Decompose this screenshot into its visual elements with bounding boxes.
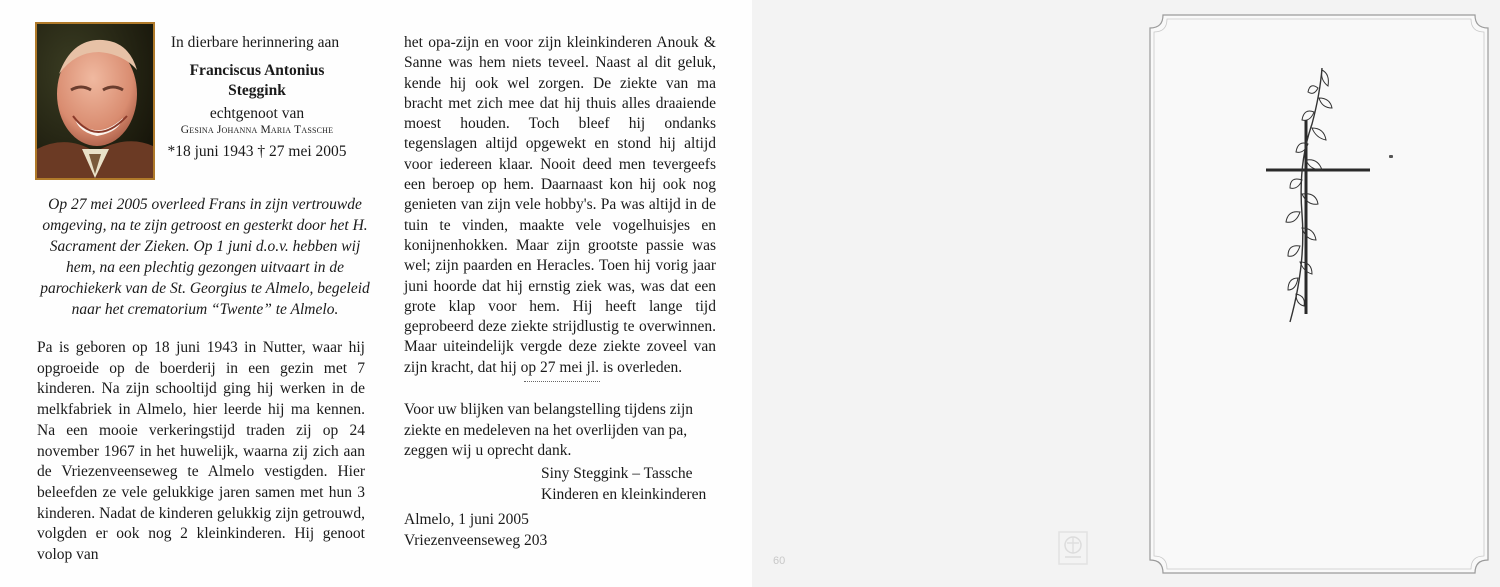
spouse-name: Gesina Johanna Maria Tassche [180,124,334,136]
portrait-photo-image [37,24,153,178]
printer-logo-icon [1058,531,1088,565]
deceased-name-line2: Steggink [228,82,286,99]
thanks-message [404,400,722,462]
death-announcement [40,194,370,320]
memorial-header [157,32,357,162]
place-and-address [404,510,644,551]
print-speck [1389,155,1393,158]
life-story-part2-text: het opa-zijn en voor zijn kleinkinderen Anouk & Sanne was hem niets teveel. Naast al dit geluk, kende hij ook wel zorgen. De ziekte van ma bracht met zich mee dat hij thuis alles draaiende moest houden. Toch bleef hij ondanks tegenslagen altijd opgewekt en stond hij altijd voor iedereen klaar. Nooit deed men tevergeefs een beroep op hem. Daarnaast kon hij ook nog genieten van zijn vele hobby's. Pa was altijd in de tuin te vinden, maakte vele vogelhuisjes en konijnenhokken. Maar zijn grootste passie was wel; zijn paarden en Heracles. Toen hij vorig jaar juni hoorde dat hij ernstig ziek was, was dat een grote klap voor hem. Hij heeft lange tijd geprobeerd deze ziekte strijdlustig te overwinnen. Maar uiteindelijk vergde deze ziekte zoveel van zijn kracht, dat hij op 27 mei jl. is overleden. [404,34,716,376]
spouse-label: echtgenoot van [209,105,305,122]
portrait-photo [35,22,155,180]
cross-with-olive-branch-icon [1262,64,1372,326]
deceased-name [157,61,357,101]
signature-line1: Siny Steggink – Tassche [541,465,693,482]
family-signature [541,464,731,505]
memorial-intro: In dierbare herinnering aan [170,34,340,51]
life-dates: *18 juni 1943 † 27 mei 2005 [167,143,347,160]
death-announcement-text: Op 27 mei 2005 overleed Frans in zijn vertrouwde omgeving, na te zijn getroost en gesterkt door het H. Sacrament der Zieken. Op 1 juni d.o.v. hebben wij hem, na een plechtig gezongen uitvaart in de parochiekerk van de St. Georgius te Almelo, begeleid naar het crematorium “Twente” te Almelo. [40,196,370,318]
life-story-part1 [37,338,365,566]
section-divider [524,381,600,382]
page-number: 60 [773,555,786,567]
signature-line2: Kinderen en kleinkinderen [541,485,707,503]
deceased-name-line1: Franciscus Antonius [189,62,325,79]
life-story-part2 [404,33,716,378]
address-line: Vriezenveenseweg 203 [404,531,548,549]
thanks-message-text: Voor uw blijken van belangstelling tijdens zijn ziekte en medeleven na het overlijden van pa, zeggen wij u oprecht dank. [404,401,694,459]
place-date-line: Almelo, 1 juni 2005 [404,511,529,528]
life-story-part1-text: Pa is geboren op 18 juni 1943 in Nutter, waar hij opgroeide op de boerderij in een gezin met 7 kinderen. Na zijn schooltijd ging hij werken in de melkfabriek in Almelo, hier leerde hij ma kennen. Na een mooie verkeringstijd traden zij op 24 november 1967 in het huwelijk, waarna zij zich aan de Vriezenveenseweg te Almelo vestigden. Hier beleefden ze vele gelukkige jaren samen met hun 3 kinderen. Nadat de kinderen gelukkig zijn getrouwd, volgden er ook nog 2 kleinkinderen. Hij genoot volop van [37,339,365,564]
